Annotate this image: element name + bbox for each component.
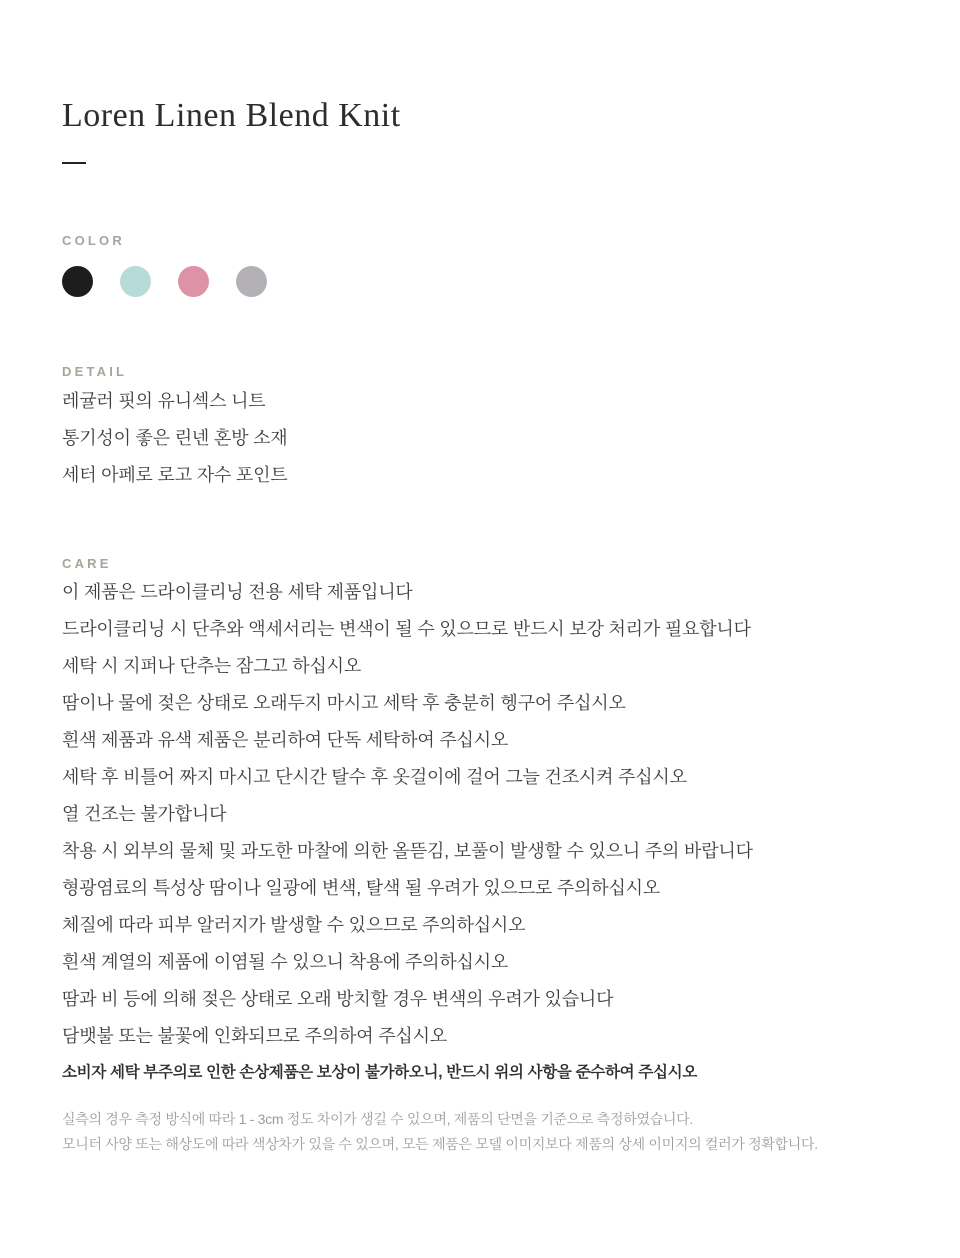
color-section (62, 233, 902, 297)
detail-section (62, 364, 902, 494)
footer-note-monitor: 모니터 사양 또는 해상도에 따라 색상차가 있을 수 있으며, 모든 제품은 모델 이미지보다 제품의 상세 이미지의 컬러가 정확합니다. (62, 1136, 818, 1152)
care-line: 땀이나 물에 젖은 상태로 오래두지 마시고 세탁 후 충분히 헹구어 주십시오 (62, 693, 626, 713)
detail-line: 레귤러 핏의 유니섹스 니트 (62, 391, 266, 411)
care-line: 흰색 계열의 제품에 이염될 수 있으니 착용에 주의하십시오 (62, 952, 509, 972)
care-warning: 소비자 세탁 부주의로 인한 손상제품은 보상이 불가하오니, 반드시 위의 사항을 준수하여 주십시오 (62, 1064, 698, 1081)
detail-line: 통기성이 좋은 린넨 혼방 소재 (62, 428, 288, 448)
care-line: 땀과 비 등에 의해 젖은 상태로 오래 방치할 경우 변색의 우려가 있습니다 (62, 989, 614, 1009)
color-swatch-gray[interactable] (236, 266, 267, 297)
footer-notes (62, 1107, 902, 1157)
color-label: COLOR (62, 233, 125, 248)
detail-line: 세터 아페로 로고 자수 포인트 (62, 465, 288, 485)
care-list (62, 574, 902, 1055)
care-line: 담뱃불 또는 불꽃에 인화되므로 주의하여 주십시오 (62, 1026, 447, 1046)
care-line: 열 건조는 불가합니다 (62, 804, 227, 824)
care-line: 흰색 제품과 유색 제품은 분리하여 단독 세탁하여 주십시오 (62, 730, 509, 750)
care-line: 형광염료의 특성상 땀이나 일광에 변색, 탈색 될 우려가 있으므로 주의하십시오 (62, 878, 661, 898)
title-divider (62, 162, 86, 164)
color-swatch-pink[interactable] (178, 266, 209, 297)
care-section (62, 556, 902, 1085)
care-line: 세탁 후 비틀어 짜지 마시고 단시간 탈수 후 옷걸이에 걸어 그늘 건조시켜 주십시오 (62, 767, 687, 787)
care-line: 체질에 따라 피부 알러지가 발생할 수 있으므로 주의하십시오 (62, 915, 526, 935)
color-swatch-black[interactable] (62, 266, 93, 297)
care-line: 이 제품은 드라이클리닝 전용 세탁 제품입니다 (62, 582, 413, 602)
care-label: CARE (62, 556, 112, 571)
page-title: Loren Linen Blend Knit (62, 97, 401, 134)
detail-list (62, 383, 902, 494)
footer-note-measurement: 실측의 경우 측정 방식에 따라 1 - 3cm 정도 차이가 생길 수 있으며, 제품의 단면을 기준으로 측정하였습니다. (62, 1111, 693, 1127)
care-line: 착용 시 외부의 물체 및 과도한 마찰에 의한 올뜯김, 보풀이 발생할 수 있으니 주의 바랍니다 (62, 841, 753, 861)
detail-label: DETAIL (62, 364, 128, 379)
care-line: 세탁 시 지퍼나 단추는 잠그고 하십시오 (62, 656, 362, 676)
color-swatch-mint[interactable] (120, 266, 151, 297)
care-line: 드라이클리닝 시 단추와 액세서리는 변색이 될 수 있으므로 반드시 보강 처리가 필요합니다 (62, 619, 751, 639)
color-swatches (62, 266, 902, 297)
